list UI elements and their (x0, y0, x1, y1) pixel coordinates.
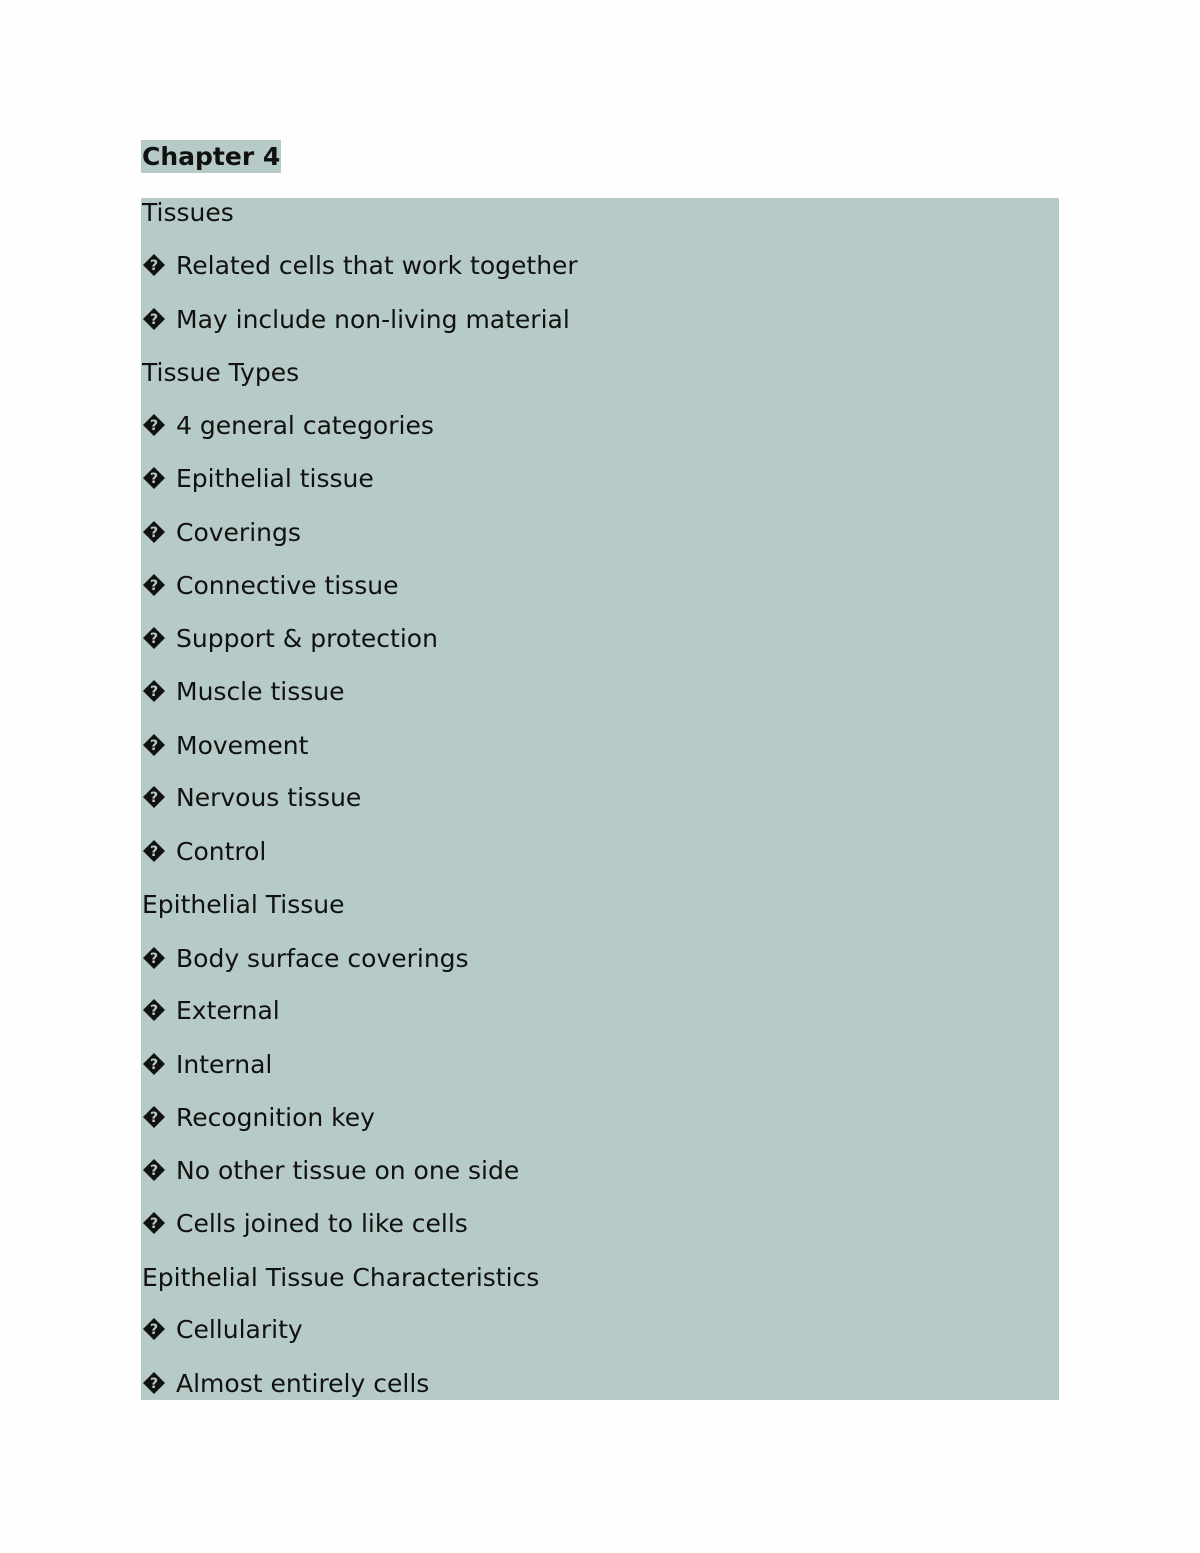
replacement-character-icon (142, 520, 166, 544)
svg-text:?: ? (149, 312, 159, 328)
replacement-character-icon (142, 253, 166, 277)
replacement-character-icon (142, 1371, 166, 1395)
svg-text:?: ? (149, 844, 159, 860)
bullet-text: Support & protection (176, 624, 438, 653)
replacement-character-icon (142, 1105, 166, 1129)
bullet-text: Epithelial tissue (176, 464, 374, 493)
replacement-character-icon (142, 839, 166, 863)
bullet-item (142, 1103, 375, 1133)
bullet-item (142, 783, 361, 813)
section-heading-text: Epithelial Tissue Characteristics (142, 1263, 540, 1292)
svg-text:?: ? (149, 1163, 159, 1179)
svg-text:?: ? (149, 1322, 159, 1338)
svg-text:?: ? (149, 471, 159, 487)
svg-text:?: ? (149, 684, 159, 700)
svg-text:?: ? (149, 1376, 159, 1392)
bullet-text: Cells joined to like cells (176, 1209, 468, 1238)
bullet-item (142, 1209, 468, 1239)
section-heading (142, 890, 344, 920)
bullet-item (142, 518, 301, 548)
bullet-item (142, 1050, 272, 1080)
svg-text:?: ? (149, 525, 159, 541)
bullet-item (142, 1156, 519, 1186)
svg-text:?: ? (149, 790, 159, 806)
replacement-character-icon (142, 1317, 166, 1341)
replacement-character-icon (142, 998, 166, 1022)
section-heading-text: Epithelial Tissue (142, 890, 345, 919)
replacement-character-icon (142, 733, 166, 757)
highlighted-text-block (141, 198, 1059, 1400)
bullet-text: Nervous tissue (176, 783, 362, 812)
replacement-character-icon (142, 573, 166, 597)
replacement-character-icon (142, 466, 166, 490)
svg-text:?: ? (149, 631, 159, 647)
bullet-text: Cellularity (176, 1315, 303, 1344)
bullet-text: Internal (176, 1050, 273, 1079)
bullet-item (142, 624, 438, 654)
bullet-text: Coverings (176, 518, 301, 547)
svg-text:?: ? (149, 738, 159, 754)
bullet-text: Connective tissue (176, 571, 399, 600)
svg-text:?: ? (149, 1057, 159, 1073)
bullet-item (142, 251, 578, 281)
replacement-character-icon (142, 946, 166, 970)
svg-text:?: ? (149, 578, 159, 594)
section-heading-text: Tissue Types (142, 358, 300, 387)
bullet-item (142, 571, 398, 601)
bullet-item (142, 837, 266, 867)
svg-text:?: ? (149, 1216, 159, 1232)
bullet-item (142, 677, 344, 707)
bullet-text: Related cells that work together (176, 251, 578, 280)
replacement-character-icon (142, 1052, 166, 1076)
svg-text:?: ? (149, 418, 159, 434)
bullet-text: 4 general categories (176, 411, 434, 440)
bullet-text: May include non-living material (176, 305, 570, 334)
section-heading (142, 198, 234, 228)
replacement-character-icon (142, 413, 166, 437)
bullet-item (142, 731, 308, 761)
bullet-text: Recognition key (176, 1103, 375, 1132)
replacement-character-icon (142, 626, 166, 650)
bullet-item (142, 411, 434, 441)
chapter-title: Chapter 4 (142, 142, 281, 171)
svg-text:?: ? (149, 1110, 159, 1126)
bullet-item (142, 464, 374, 494)
replacement-character-icon (142, 307, 166, 331)
bullet-text: Control (176, 837, 267, 866)
replacement-character-icon (142, 679, 166, 703)
bullet-text: Muscle tissue (176, 677, 345, 706)
bullet-item (142, 944, 469, 974)
replacement-character-icon (142, 1158, 166, 1182)
svg-text:?: ? (149, 258, 159, 274)
bullet-item (142, 996, 280, 1026)
section-heading (142, 1263, 539, 1293)
bullet-item (142, 305, 570, 335)
bullet-text: Movement (176, 731, 309, 760)
section-heading-text: Tissues (142, 198, 234, 227)
replacement-character-icon (142, 785, 166, 809)
svg-text:?: ? (149, 1003, 159, 1019)
svg-text:?: ? (149, 951, 159, 967)
bullet-text: Body surface coverings (176, 944, 469, 973)
bullet-text: Almost entirely cells (176, 1369, 430, 1398)
bullet-text: External (176, 996, 280, 1025)
bullet-item (142, 1315, 303, 1345)
bullet-text: No other tissue on one side (176, 1156, 520, 1185)
section-heading (142, 358, 299, 388)
replacement-character-icon (142, 1211, 166, 1235)
bullet-item (142, 1369, 429, 1399)
